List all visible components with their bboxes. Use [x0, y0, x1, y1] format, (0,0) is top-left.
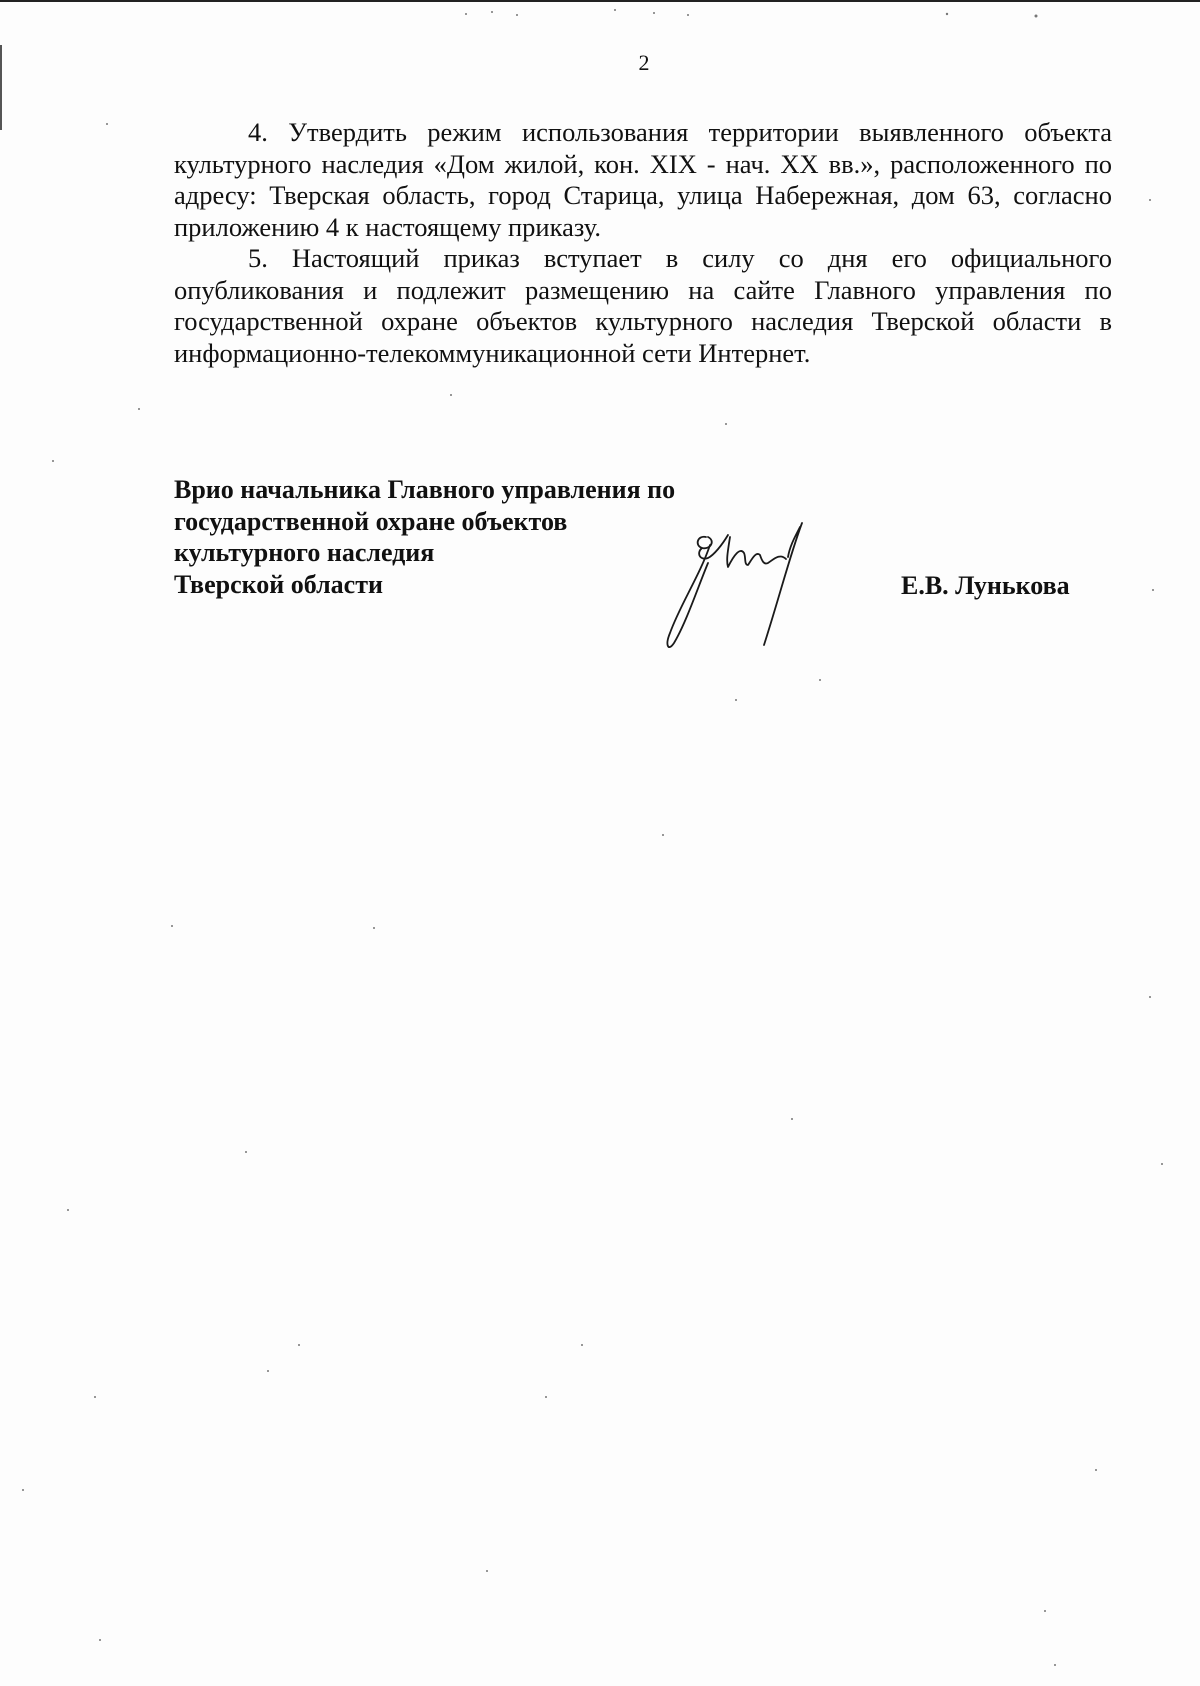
handwritten-signature-icon: [650, 515, 850, 660]
signatory-title-line: Тверской области: [174, 569, 383, 599]
paragraph-item-4: 4. Утвердить режим использования территории выявленного объекта культурного наследия «Дом жилой, кон. XIX - нач. XX вв.», расположенного по адресу: Тверская область, город Старица, улица Набережная, дом 63, согласно приложению 4 к настоящему приказу.: [174, 117, 1112, 242]
signatory-title-line: государственной охране объектов: [174, 506, 568, 536]
paragraph-item-5: 5. Настоящий приказ вступает в силу со дня его официального опубликования и подлежит размещению на сайте Главного управления по государственной охране объектов культурного наследия Тверской области в информационно-телекоммуникационной сети Интернет.: [174, 243, 1112, 368]
signatory-name: Е.В. Лунькова: [901, 571, 1070, 600]
page-number: 2: [638, 50, 650, 75]
document-body: [174, 117, 1112, 369]
signatory-title-line: Врио начальника Главного управления по: [174, 475, 676, 504]
signatory-title-line: культурного наследия: [174, 538, 435, 567]
page-top-edge: [0, 0, 1200, 2]
